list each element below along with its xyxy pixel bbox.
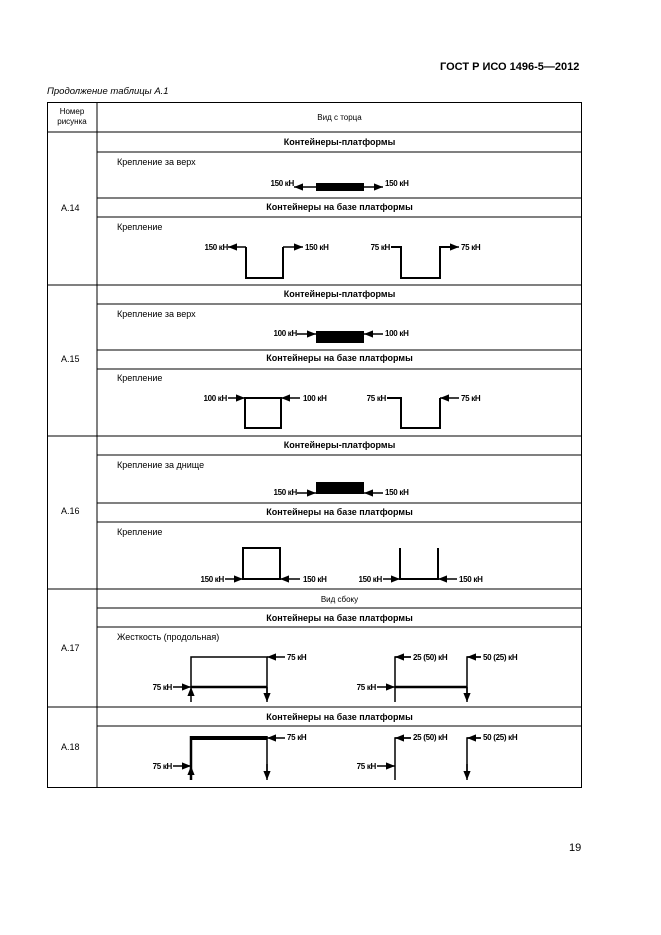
force-label: 150 кН — [200, 575, 224, 584]
sub-caption: Жесткость (продольная) — [117, 632, 220, 642]
force-label: 150 кН — [273, 488, 297, 497]
force-label: 75 кН — [366, 394, 386, 403]
figure-number-a17: А.17 — [61, 643, 80, 653]
diagram-a14 — [228, 183, 459, 278]
section-title: Контейнеры на базе платформы — [266, 613, 413, 623]
force-label: 75 кН — [461, 394, 481, 403]
sub-caption: Крепление — [117, 373, 163, 383]
section-title: Контейнеры-платформы — [283, 137, 396, 147]
diagram-a15 — [228, 331, 459, 428]
column-header-end-view: Вид с торца — [317, 113, 362, 122]
page-number: 19 — [569, 842, 582, 854]
force-label: 75 кН — [152, 762, 172, 771]
figure-number-a18: А.18 — [61, 742, 80, 752]
figure-number-a15: А.15 — [61, 354, 80, 364]
force-label: 75 кН — [356, 683, 376, 692]
force-label: 75 кН — [461, 243, 481, 252]
table-continuation-caption: Продолжение таблицы А.1 — [47, 86, 169, 97]
force-label: 150 кН — [270, 179, 294, 188]
force-label: 25 (50) кН — [413, 733, 448, 742]
diagram-a17 — [173, 657, 481, 702]
sub-caption: Крепление — [117, 222, 163, 232]
force-label: 100 кН — [273, 329, 297, 338]
force-label: 150 кН — [305, 243, 329, 252]
section-title: Контейнеры-платформы — [283, 289, 396, 299]
standard-designation: ГОСТ Р ИСО 1496-5—2012 — [440, 61, 580, 73]
force-label: 75 кН — [356, 762, 376, 771]
force-label: 100 кН — [385, 329, 409, 338]
figure-table — [47, 102, 582, 788]
force-label: 75 кН — [370, 243, 390, 252]
section-title: Контейнеры на базе платформы — [266, 202, 413, 212]
force-label: 150 кН — [385, 179, 409, 188]
force-label: 50 (25) кН — [483, 733, 518, 742]
force-label: 100 кН — [203, 394, 227, 403]
side-view-header: Вид сбоку — [320, 595, 359, 604]
section-title: Контейнеры на базе платформы — [266, 507, 413, 517]
section-title: Контейнеры на базе платформы — [266, 712, 413, 722]
sub-caption: Крепление за днище — [117, 460, 205, 470]
sub-caption: Крепление — [117, 527, 163, 537]
force-label: 25 (50) кН — [413, 653, 448, 662]
force-label: 100 кН — [303, 394, 327, 403]
force-label: 50 (25) кН — [483, 653, 518, 662]
force-label: 150 кН — [385, 488, 409, 497]
force-label: 75 кН — [287, 733, 307, 742]
sub-caption: Крепление за верх — [117, 309, 196, 319]
section-title: Контейнеры-платформы — [283, 440, 396, 450]
force-label: 75 кН — [287, 653, 307, 662]
force-label: 150 кН — [303, 575, 327, 584]
diagram-a16 — [225, 482, 457, 579]
figure-number-a14: А.14 — [61, 203, 80, 213]
force-label: 150 кН — [204, 243, 228, 252]
diagram-a18 — [173, 736, 481, 780]
figure-number-a16: А.16 — [61, 506, 80, 516]
force-label: 150 кН — [358, 575, 382, 584]
section-title: Контейнеры на базе платформы — [266, 353, 413, 363]
sub-caption: Крепление за верх — [117, 157, 196, 167]
column-header-figure-number: Номер рисунка — [57, 107, 87, 126]
force-label: 75 кН — [152, 683, 172, 692]
force-label: 150 кН — [459, 575, 483, 584]
